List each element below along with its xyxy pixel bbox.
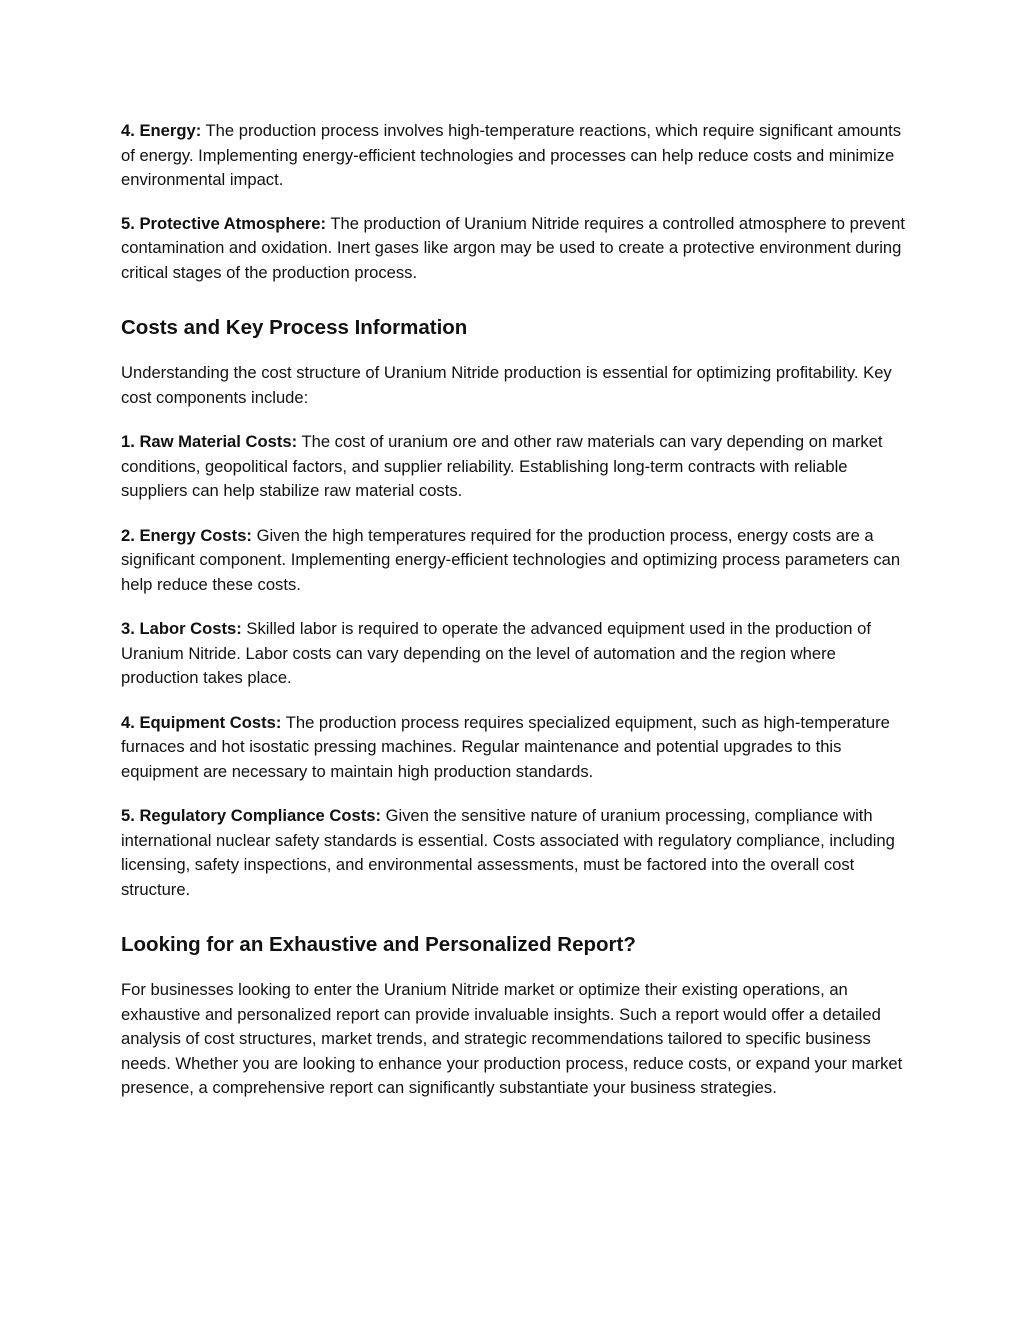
regulatory-compliance-costs-paragraph bbox=[121, 804, 912, 902]
equipment-costs-paragraph bbox=[121, 711, 912, 785]
report-heading: Looking for an Exhaustive and Personalized Report? bbox=[121, 933, 636, 956]
protective-atmosphere-text: The production of Uranium Nitride requires a controlled atmosphere to prevent contamination and oxidation. Inert gases like argon may be used to create a protective environment during critical stages of the production process. bbox=[121, 213, 905, 282]
costs-heading: Costs and Key Process Information bbox=[121, 316, 468, 339]
raw-material-costs-paragraph bbox=[121, 430, 912, 504]
energy-text: The production process involves high-temperature reactions, which require significant amounts of energy. Implementing energy-efficient technologies and processes can help reduce costs and minimize environmental impact. bbox=[121, 121, 901, 189]
report-body: For businesses looking to enter the Uranium Nitride market or optimize their existing operations, an exhaustive and personalized report can provide invaluable insights. Such a report would offer a detailed analysis of cost structures, market trends, and strategic recommendations tailored to specific business needs. Whether you are looking to enhance your production process, reduce costs, or expand your market presence, a comprehensive report can significantly substantiate your business strategies. bbox=[121, 980, 903, 1097]
energy-label: 4. Energy: bbox=[121, 121, 202, 140]
labor-costs-label: 3. Labor Costs: bbox=[121, 619, 242, 638]
protective-atmosphere-label: 5. Protective Atmosphere: bbox=[121, 213, 327, 233]
energy-paragraph bbox=[121, 119, 912, 193]
protective-atmosphere-paragraph bbox=[121, 212, 912, 286]
regulatory-compliance-costs-text: Given the sensitive nature of uranium processing, compliance with international nuclear safety standards is essential. Costs associated with regulatory compliance, including licensing, safety inspections, and environmental assessments, must be factored into the overall cost structure. bbox=[121, 806, 895, 899]
labor-costs-text: Skilled labor is required to operate the advanced equipment used in the production of Uranium Nitride. Labor costs can vary depending on the level of automation and the region where production takes place. bbox=[121, 619, 871, 687]
equipment-costs-text: The production process requires specialized equipment, such as high-temperature furnaces and hot isostatic pressing machines. Regular maintenance and potential upgrades to this equipment are necessary to maintain high production standards. bbox=[121, 712, 890, 781]
equipment-costs-label: 4. Equipment Costs: bbox=[121, 712, 282, 732]
raw-material-costs-text: The cost of uranium ore and other raw materials can vary depending on market conditions, geopolitical factors, and supplier reliability. Establishing long-term contracts with reliable suppliers can help stabilize raw material costs. bbox=[121, 432, 883, 500]
labor-costs-paragraph bbox=[121, 617, 912, 691]
energy-costs-paragraph bbox=[121, 524, 912, 598]
energy-costs-text: Given the high temperatures required for the production process, energy costs are a significant component. Implementing energy-efficient technologies and optimizing process parameters can help reduce these costs. bbox=[121, 525, 901, 594]
costs-intro: Understanding the cost structure of Uranium Nitride production is essential for optimizing profitability. Key cost components include: bbox=[121, 363, 892, 407]
raw-material-costs-label: 1. Raw Material Costs: bbox=[121, 432, 298, 451]
regulatory-compliance-costs-label: 5. Regulatory Compliance Costs: bbox=[121, 806, 382, 825]
energy-costs-label: 2. Energy Costs: bbox=[121, 525, 252, 545]
